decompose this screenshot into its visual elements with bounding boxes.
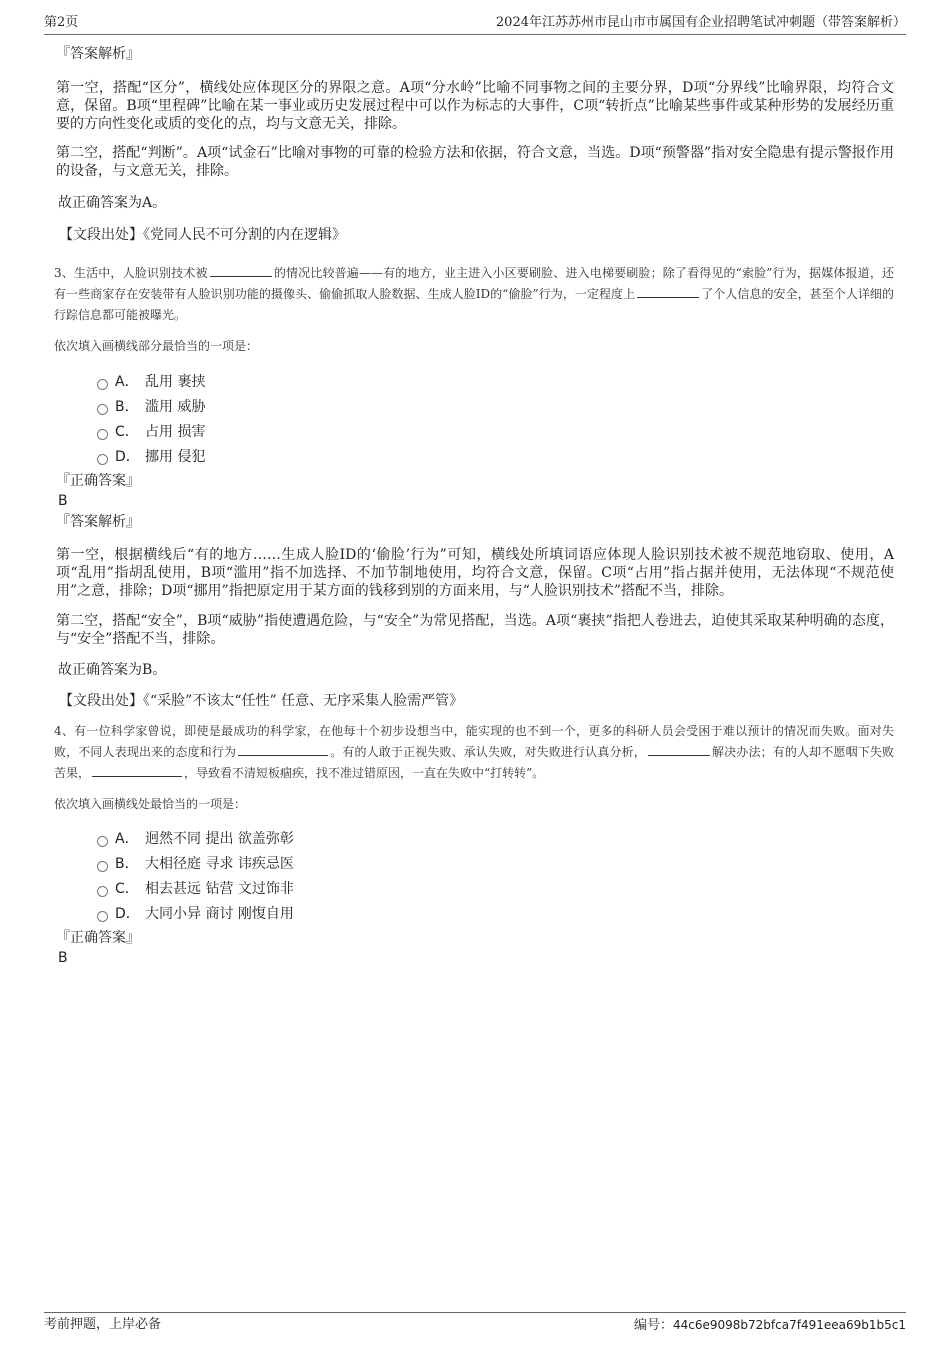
answer-blank xyxy=(92,764,182,777)
page-header xyxy=(44,14,906,35)
footer-slogan: 考前押题，上岸必备 xyxy=(44,1317,162,1332)
analysis-paragraph: 第二空，搭配“安全”，B项“威胁”指使遭遇危险，与“安全”为常见搭配，当选。A项“裹挟”指把人卷进去，迫使其采取某种明确的态度，与“安全”搭配不当，排除。 xyxy=(56,613,894,647)
option-d[interactable]: D． 挪用 侵犯 xyxy=(56,447,894,472)
code-value: 44c6e9098b72bfca7f491eea69b1b5c1 xyxy=(673,1318,906,1332)
answer-blank xyxy=(648,743,710,756)
analysis-paragraph: 第一空，搭配“区分”，横线处应体现区分的界限之意。A项“分水岭”比喻不同事物之间的主要分界，D项“分界线”比喻界限，均符合文意，保留。B项“里程碑”比喻在某一事业或历史发展过程中可以作为标志的大事件，C项“转折点”比喻某些事件或某种形势的发展经历重要的方向性变化或质的变化的点，均与文意无关，排除。 xyxy=(56,80,894,132)
analysis-conclusion: 故正确答案为B。 xyxy=(58,662,167,678)
question-4-text: 4、有一位科学家曾说，即使是最成功的科学家，在他每十个初步设想当中，能实现的也不到一个，更多的科研人员会受困于难以预计的情况而失败。面对失败，不同人表现出来的态度和行为 。有的人敢于正视失败、承认失败，对失败进行认真分析， 解决办法；有的人却不愿咽下失败苦果， ，导致看不清短板痼疾，找不准过错原因，一直在失败中“打转转”。 xyxy=(54,724,894,780)
option-b[interactable]: B． 大相径庭 寻求 讳疾忌医 xyxy=(56,854,894,879)
question-3-instruction: 依次填入画横线部分最恰当的一项是： xyxy=(54,339,259,353)
radio-button[interactable] xyxy=(97,861,108,872)
option-c[interactable]: C． 相去甚远 钻营 文过饰非 xyxy=(56,879,894,904)
radio-button[interactable] xyxy=(97,454,108,465)
radio-button[interactable] xyxy=(97,429,108,440)
code-label: 编号： xyxy=(633,1318,673,1333)
question-4-instruction: 依次填入画横线处最恰当的一项是： xyxy=(54,797,247,811)
option-a[interactable]: A． 迥然不同 提出 欲盖弥彰 xyxy=(56,829,894,854)
document-body xyxy=(56,44,894,968)
analysis-paragraph: 第二空，搭配“判断”。A项“试金石”比喻对事物的可靠的检验方法和依据，符合文意，当选。D项“预警器”指对安全隐患有提示警报作用的设备，与文意无关，排除。 xyxy=(56,145,894,179)
question-3-options xyxy=(56,372,894,472)
radio-button[interactable] xyxy=(97,911,108,922)
answer-blank xyxy=(238,743,328,756)
analysis-conclusion: 故正确答案为A。 xyxy=(58,195,167,211)
answer-blank xyxy=(210,264,272,277)
analysis-label: 『答案解析』 xyxy=(56,46,140,62)
option-a[interactable]: A． 乱用 裹挟 xyxy=(56,372,894,397)
radio-button[interactable] xyxy=(97,404,108,415)
radio-button[interactable] xyxy=(97,836,108,847)
document-code xyxy=(634,1316,906,1335)
page-number: 第2页 xyxy=(44,15,79,30)
answer-blank xyxy=(637,285,699,298)
correct-answer: B xyxy=(58,493,68,509)
correct-answer-label: 『正确答案』 xyxy=(56,473,140,489)
page-footer xyxy=(44,1312,906,1339)
correct-answer: B xyxy=(58,950,68,966)
option-b[interactable]: B． 滥用 威胁 xyxy=(56,397,894,422)
analysis-label: 『答案解析』 xyxy=(56,514,140,530)
correct-answer-label: 『正确答案』 xyxy=(56,930,140,946)
option-c[interactable]: C． 占用 损害 xyxy=(56,422,894,447)
option-d[interactable]: D． 大同小异 商讨 刚愎自用 xyxy=(56,904,894,929)
analysis-paragraph: 第一空，根据横线后“有的地方……生成人脸ID的‘偷脸’行为”可知，横线处所填词语应体现人脸识别技术被不规范地窃取、使用，A项“乱用”指胡乱使用，B项“滥用”指不加选择、不加节制地使用，均符合文意，保留。C项“占用”指占据并使用，无法体现“不规范使用”之意，排除；D项“挪用”指把原定用于某方面的钱移到别的方面来用，与“人脸识别技术”搭配不当，排除。 xyxy=(56,547,894,599)
radio-button[interactable] xyxy=(97,886,108,897)
source-citation: 【文段出处】《党同人民不可分割的内在逻辑》 xyxy=(59,227,346,243)
radio-button[interactable] xyxy=(97,379,108,390)
source-citation: 【文段出处】《“采脸”不该太“任性” 任意、无序采集人脸需严管》 xyxy=(59,693,464,709)
question-4-options xyxy=(56,829,894,929)
question-3-text: 3、生活中，人脸识别技术被 的情况比较普遍——有的地方，业主进入小区要刷脸、进入电梯要刷脸；除了看得见的“索脸”行为，据媒体报道，还有一些商家存在安装带有人脸识别功能的摄像头、偷偷抓取人脸数据、生成人脸ID的“偷脸”行为，一定程度上 了个人信息的安全，甚至个人详细的行踪信息都可能被曝光。 xyxy=(54,266,894,322)
document-title: 2024年江苏苏州市昆山市市属国有企业招聘笔试冲刺题（带答案解析） xyxy=(495,15,906,30)
